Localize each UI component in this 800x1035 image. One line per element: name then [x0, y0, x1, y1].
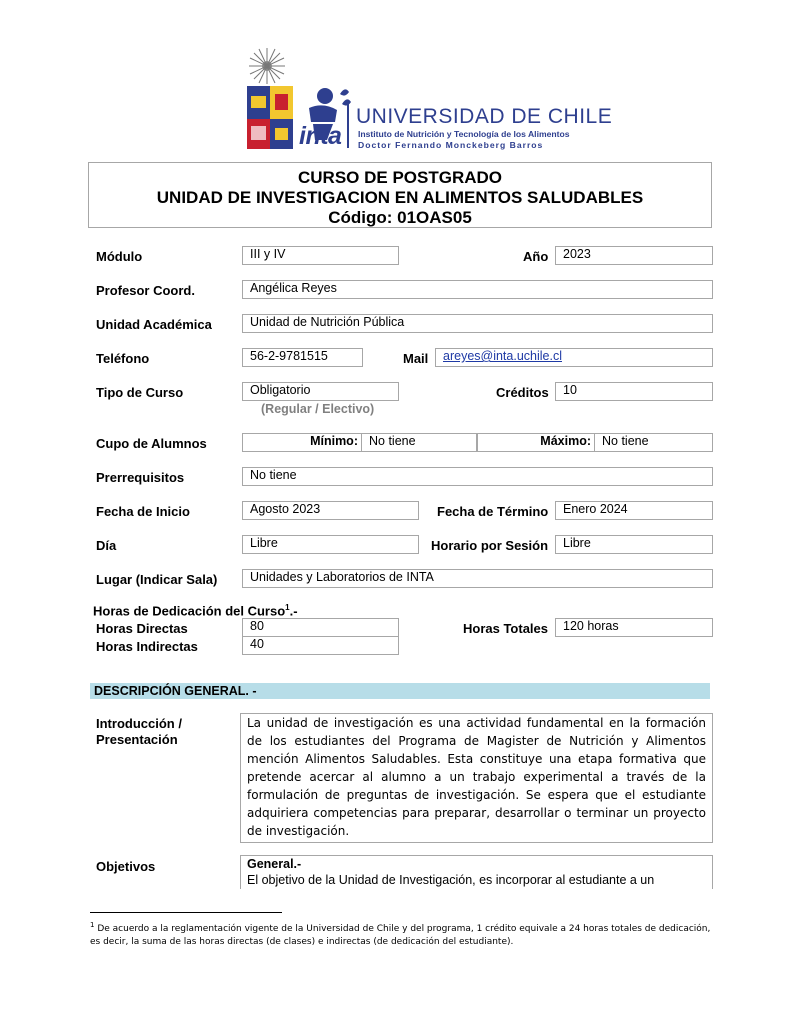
footnote-text: De acuerdo a la reglamentación vigente de la Universidad de Chile y del programa, 1 crédito equivale a 24 horas totales de dedicación, es decir, la suma de las horas directas (de clases) e indirectas (de dedicación del estudiante).	[90, 924, 711, 947]
cupo-label: Cupo de Alumnos	[96, 436, 207, 451]
horario-field[interactable]: Libre	[555, 535, 713, 554]
modulo-label: Módulo	[96, 249, 143, 264]
objetivos-label: Objetivos	[96, 859, 156, 874]
objetivos-heading: General.-	[247, 857, 302, 871]
course-title-box	[88, 162, 712, 228]
prerrequisitos-field[interactable]: No tiene	[242, 467, 713, 486]
horas-indirectas-field[interactable]: 40	[242, 636, 399, 655]
cupo-min-label: Mínimo:	[242, 433, 363, 452]
fecha-termino-field[interactable]: Enero 2024	[555, 501, 713, 520]
intro-text: La unidad de investigación es una actividad fundamental en la formación de los estudiantes del Programa de Magister de Nutrición y Alimentos mención Alimentos Saludables. Esta constituye una etapa formativa que pretende acercar al alumno a un trabajo experimental a través de la formulación de preguntas de investigación. Se espera que el estudiante adquiriera competencias para preparar, desarrollar o terminar un proyecto de investigación.	[240, 713, 713, 843]
anio-label: Año	[523, 249, 549, 264]
university-name: UNIVERSIDAD DE CHILE	[356, 105, 613, 128]
lugar-field[interactable]: Unidades y Laboratorios de INTA	[242, 569, 713, 588]
fecha-inicio-label: Fecha de Inicio	[96, 504, 190, 519]
unidad-label: Unidad Académica	[96, 317, 212, 332]
telefono-label: Teléfono	[96, 351, 150, 366]
prerrequisitos-label: Prerrequisitos	[96, 470, 185, 485]
dia-label: Día	[96, 538, 117, 553]
lugar-label: Lugar (Indicar Sala)	[96, 572, 218, 587]
fecha-termino-label: Fecha de Término	[437, 504, 549, 519]
course-title-line-2: UNIDAD DE INVESTIGACION EN ALIMENTOS SALUDABLES	[156, 188, 644, 207]
telefono-field[interactable]: 56-2-9781515	[242, 348, 363, 367]
mail-field[interactable]	[435, 348, 713, 367]
tipo-note: (Regular / Electivo)	[261, 402, 375, 416]
modulo-field[interactable]: III y IV	[242, 246, 399, 265]
cupo-min-field[interactable]: No tiene	[361, 433, 477, 452]
tipo-label: Tipo de Curso	[96, 385, 184, 400]
dia-field[interactable]: Libre	[242, 535, 419, 554]
tipo-field[interactable]: Obligatorio	[242, 382, 399, 401]
sun-icon	[249, 48, 285, 84]
unidad-field[interactable]: Unidad de Nutrición Pública	[242, 314, 713, 333]
intro-label: Introducción / Presentación	[96, 716, 182, 747]
creditos-label: Créditos	[496, 385, 549, 400]
anio-field[interactable]: 2023	[555, 246, 713, 265]
inta-wordmark: inta	[299, 122, 342, 150]
fecha-inicio-field[interactable]: Agosto 2023	[242, 501, 419, 520]
cupo-max-field[interactable]: No tiene	[594, 433, 713, 452]
horas-indirectas-label: Horas Indirectas	[96, 639, 198, 654]
mail-label: Mail	[403, 351, 429, 366]
coat-of-arms-icon	[247, 86, 293, 149]
horas-totales-label: Horas Totales	[463, 621, 549, 636]
horas-directas-label: Horas Directas	[96, 621, 188, 636]
course-code: Código: 01OAS05	[328, 208, 472, 227]
cupo-max-label: Máximo:	[477, 433, 596, 452]
profesor-field[interactable]: Angélica Reyes	[242, 280, 713, 299]
horario-label: Horario por Sesión	[431, 538, 549, 553]
mail-link[interactable]: areyes@inta.uchile.cl	[443, 349, 562, 363]
horas-title: Horas de Dedicación del Curso$^1$.-	[93, 603, 298, 619]
horas-footnote-mark: 1	[285, 603, 290, 612]
footnote-mark: 1	[90, 921, 95, 929]
profesor-label: Profesor Coord.	[96, 283, 195, 298]
objetivos-text: El objetivo de la Unidad de Investigación, es incorporar al estudiante a un	[247, 873, 655, 887]
institute-director: Doctor Fernando Monckeberg Barros	[358, 140, 544, 150]
institute-name: Instituto de Nutrición y Tecnología de los Alimentos	[358, 129, 570, 139]
horas-totales-field[interactable]: 120 horas	[555, 618, 713, 637]
course-title-line-1: CURSO DE POSTGRADO	[297, 168, 503, 187]
footnote	[90, 919, 715, 949]
horas-directas-field[interactable]: 80	[242, 618, 399, 637]
descripcion-section-header: DESCRIPCIÓN GENERAL. -	[90, 683, 710, 699]
objetivos-box	[240, 855, 713, 889]
creditos-field[interactable]: 10	[555, 382, 713, 401]
footnote-divider	[90, 912, 282, 913]
